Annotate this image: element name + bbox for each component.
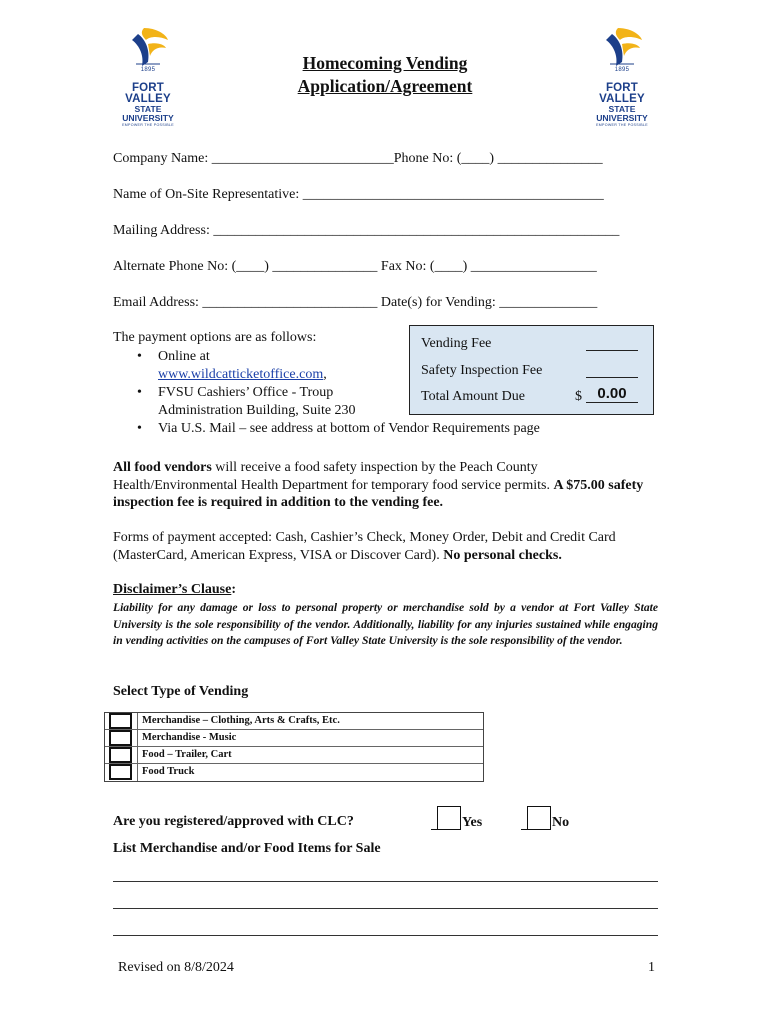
inspection-fee-field[interactable] (586, 364, 638, 378)
vending-type-table (104, 712, 484, 782)
items-entry-line[interactable] (113, 881, 658, 882)
vending-option-row (105, 713, 483, 730)
no-personal-checks: No personal checks. (443, 547, 562, 563)
email-dates-line[interactable]: Email Address: _________________________ Date(s) for Vending: ______________ (113, 295, 598, 310)
vending-option-row (105, 764, 483, 781)
revision-date: Revised on 8/8/2024 (118, 960, 234, 975)
logo-name: FORT VALLEY (125, 82, 171, 105)
vending-option-row (105, 730, 483, 747)
logo-subname: STATE UNIVERSITY (122, 104, 174, 123)
company-phone-line[interactable]: Company Name: __________________________Phone No: (____) _______________ (113, 151, 603, 166)
page-title (220, 52, 550, 98)
representative-line[interactable]: Name of On-Site Representative: ___________________________________________ (113, 187, 604, 202)
vending-option-checkbox[interactable] (109, 764, 132, 780)
payment-forms-text: Forms of payment accepted: Cash, Cashier’s Check, Money Order, Debit and Credit Card (MasterCard, American Express, VISA or Discover Card). (113, 530, 616, 563)
vending-type-heading: Select Type of Vending (113, 684, 249, 699)
vending-fee-label: Vending Fee (421, 336, 492, 351)
ticket-office-link[interactable]: www.wildcatticketoffice.com (158, 367, 324, 382)
payment-cashier-line2: Administration Building, Suite 230 (158, 403, 356, 418)
clc-no-checkbox[interactable] (527, 806, 551, 830)
logo-tagline: EMPOWER THE POSSIBLE (596, 123, 648, 127)
link-comma: , (323, 367, 327, 382)
inspection-fee-label: Safety Inspection Fee (421, 363, 543, 378)
clc-yes-label: Yes (462, 815, 483, 830)
vending-option-label: Merchandise – Clothing, Arts & Crafts, Etc. (142, 715, 340, 726)
vending-option-row (105, 747, 483, 764)
row-divider (137, 764, 138, 781)
payment-cashier-line1: FVSU Cashiers’ Office - Troup (158, 385, 334, 400)
vending-option-label: Food – Trailer, Cart (142, 749, 232, 760)
payment-online-label: Online at (158, 349, 210, 364)
items-entry-line[interactable] (113, 908, 658, 909)
wildcat-flame-icon (126, 26, 170, 72)
clc-yes-checkbox[interactable] (437, 806, 461, 830)
disclaimer-colon: : (231, 582, 236, 597)
vending-option-checkbox[interactable] (109, 747, 132, 763)
disclaimer-heading (113, 582, 236, 598)
logo-subname: STATE UNIVERSITY (596, 104, 648, 123)
disclaimer-heading-text: Disclaimer’s Clause (113, 582, 232, 597)
title-line-1: Homecoming Vending (302, 53, 468, 73)
payment-forms-paragraph (113, 529, 658, 564)
clc-question: Are you registered/approved with CLC? (113, 814, 354, 829)
university-logo-left (108, 26, 188, 127)
vending-option-label: Merchandise - Music (142, 732, 237, 743)
clc-no-option (521, 806, 569, 831)
clc-no-label: No (552, 815, 570, 830)
vending-option-label: Food Truck (142, 766, 195, 777)
disclaimer-text: Liability for any damage or loss to personal property or merchandise sold by a vendor at Fort Valley State University is the sole responsibility of the vendor. Additionally, liability for any injuries sustained while engaging in vending activities on the campuses of Fort Valley State University is the sole responsibility of the vendor. (113, 601, 658, 647)
items-list-heading: List Merchandise and/or Food Items for Sale (113, 841, 381, 856)
logo-name: FORT VALLEY (599, 82, 645, 105)
clc-yes-option (431, 806, 482, 831)
food-inspection-paragraph (113, 459, 658, 512)
vending-fee-field[interactable] (586, 337, 638, 351)
logo-tagline: EMPOWER THE POSSIBLE (122, 123, 174, 127)
page-number: 1 (648, 960, 655, 975)
logo-year: 1895 (140, 67, 156, 73)
vending-option-checkbox[interactable] (109, 713, 132, 729)
vending-option-checkbox[interactable] (109, 730, 132, 746)
logo-year: 1895 (614, 67, 630, 73)
mailing-address-line[interactable]: Mailing Address: __________________________________________________________ (113, 223, 620, 238)
total-dollar-sign: $ (575, 389, 582, 404)
row-divider (137, 730, 138, 746)
university-logo-right (582, 26, 662, 127)
food-bold-end: A $75.00 safety inspection fee is required in addition to the vending fee. (113, 477, 644, 510)
wildcat-flame-icon (600, 26, 644, 72)
payment-intro: The payment options are as follows: (113, 330, 317, 345)
alternate-phone-fax-line[interactable]: Alternate Phone No: (____) _______________ Fax No: (____) __________________ (113, 259, 597, 274)
total-amount-value: 0.00 (586, 386, 638, 403)
total-amount-label: Total Amount Due (421, 389, 526, 404)
row-divider (137, 713, 138, 729)
food-bold-start: All food vendors (113, 460, 212, 475)
fee-summary-box (409, 325, 654, 415)
row-divider (137, 747, 138, 763)
food-middle-text: will receive a food safety inspection by the Peach County Health/Environmental Health Department for temporary food service permits. (113, 460, 554, 493)
title-line-2: Application/Agreement (297, 76, 473, 96)
items-entry-line[interactable] (113, 935, 658, 936)
payment-mail-text: Via U.S. Mail – see address at bottom of Vendor Requirements page (158, 421, 540, 436)
payment-mail (135, 420, 605, 438)
